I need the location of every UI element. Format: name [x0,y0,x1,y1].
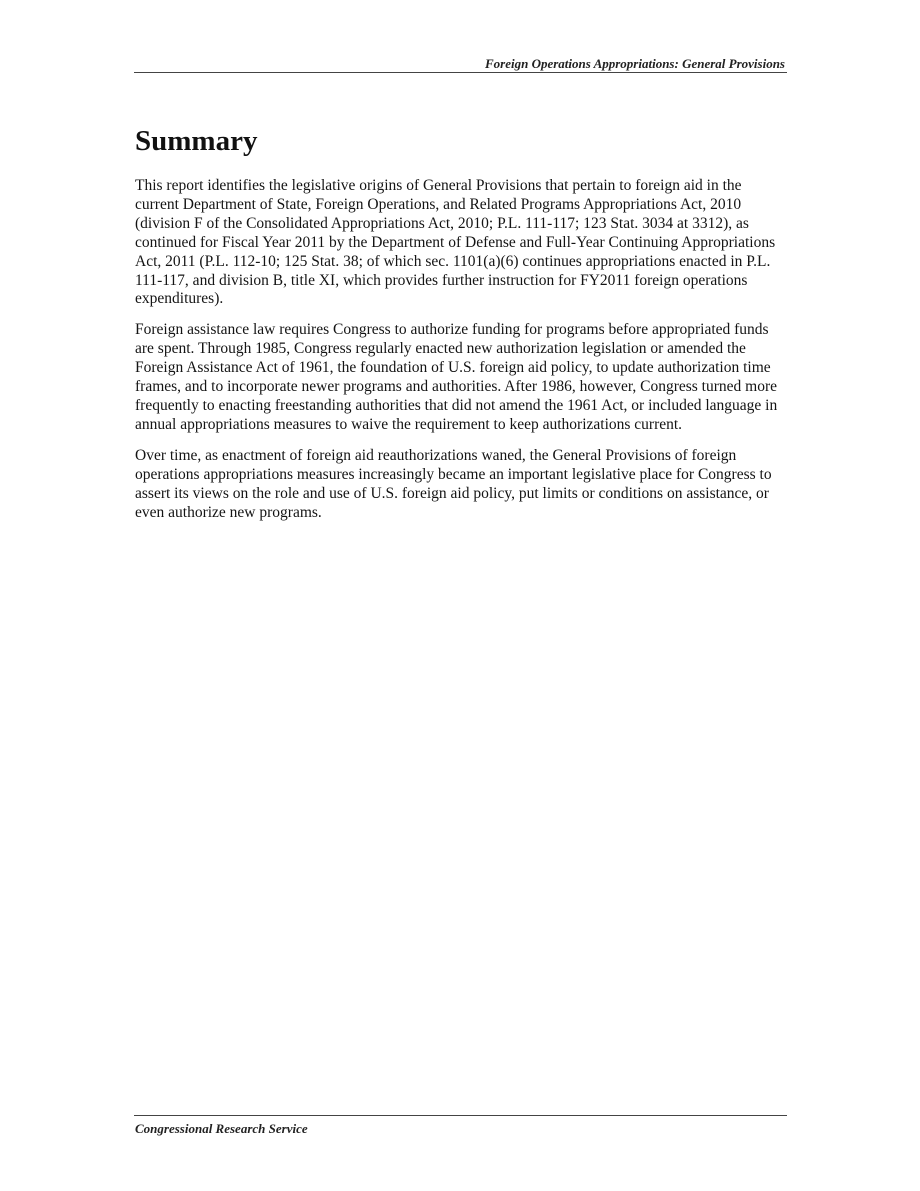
paragraph-1: This report identifies the legislative origins of General Provisions that pertain to foreign aid in the current Department of State, Foreign Operations, and Related Programs Appropriations Act, 2010 (division F of the Consolidated Appropriations Act, 2010; P.L. 111-117; 123 Stat. 3034 at 3312), as continued for Fiscal Year 2011 by the Department of Defense and Full-Year Continuing Appropriations Act, 2011 (P.L. 112-10; 125 Stat. 38; of which sec. 1101(a)(6) continues appropriations enacted in P.L. 111-117, and division B, title XI, which provides further instruction for FY2011 foreign operations expenditures). [135,177,776,308]
paragraph-3: Over time, as enactment of foreign aid reauthorizations waned, the General Provisions of foreign operations appropriations measures increasingly became an important legislative place for Congress to assert its views on the role and use of U.S. foreign aid policy, put limits or conditions on assistance, or even authorize new programs. [135,446,772,521]
paragraph-2: Foreign assistance law requires Congress to authorize funding for programs before appropriated funds are spent. Through 1985, Congress regularly enacted new authorization legislation or amended the Foreign Assistance Act of 1961, the foundation of U.S. foreign aid policy, to update authorization time frames, and to incorporate newer programs and authorities. After 1986, however, Congress turned more frequently to enacting freestanding authorities that did not amend the 1961 Act, or included language in annual appropriations measures to waive the requirement to keep authorizations current. [135,321,778,433]
header-divider [134,72,787,73]
page-title: Summary [135,125,258,157]
running-header: Foreign Operations Appropriations: General Provisions [484,56,785,71]
summary-body [135,177,789,534]
running-footer: Congressional Research Service [135,1121,308,1136]
footer-divider [134,1115,787,1116]
